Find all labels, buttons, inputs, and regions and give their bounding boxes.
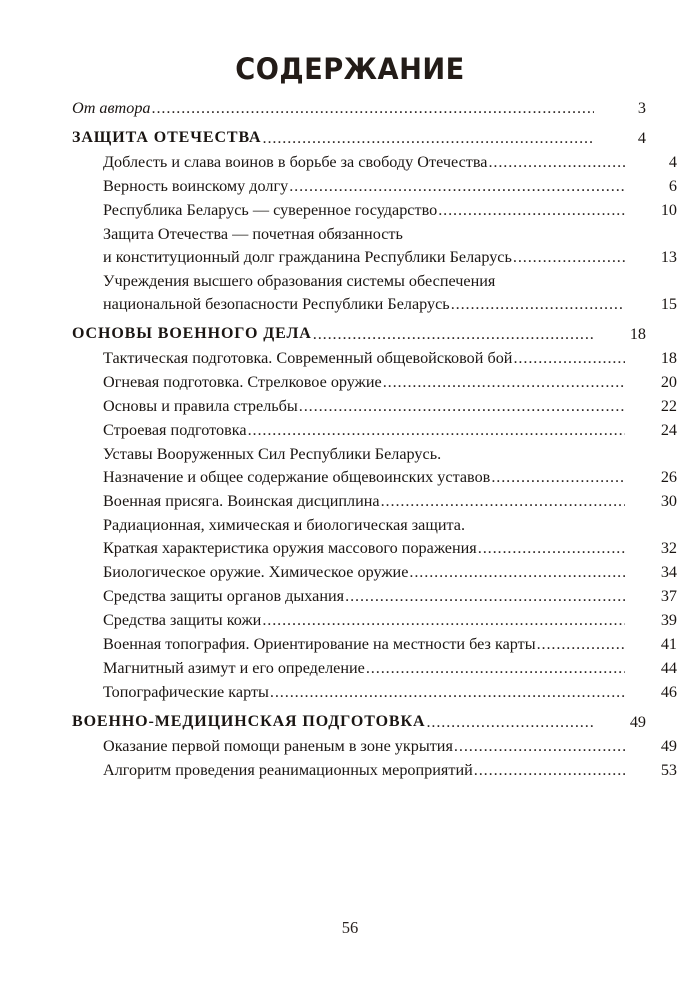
toc-entry-page-number: 13 (660, 248, 677, 266)
toc-entry-page-number: 49 (629, 713, 646, 731)
dot-leader (491, 466, 625, 488)
toc-entry-label-wrap (103, 490, 625, 512)
toc-entry[interactable] (72, 585, 677, 607)
toc-entry-label: От автора (72, 99, 151, 117)
toc-entry[interactable] (72, 175, 677, 197)
dot-leader (262, 609, 625, 631)
dot-leader (488, 151, 625, 173)
dot-leader (426, 711, 594, 733)
table-of-contents-list (72, 97, 677, 783)
toc-entry-label-wrap (103, 293, 625, 315)
toc-entry[interactable] (72, 609, 677, 631)
toc-entry[interactable] (72, 711, 646, 733)
toc-entry-label: Республика Беларусь — суверенное государство (103, 201, 438, 219)
toc-entry-label: Топографические карты (103, 683, 269, 701)
toc-entry-label: Средства защиты кожи (103, 611, 262, 629)
toc-entry[interactable] (72, 561, 677, 583)
toc-entry-page-number: 22 (660, 397, 677, 415)
dot-leader (299, 395, 625, 417)
toc-entry[interactable] (72, 759, 677, 781)
toc-entry[interactable] (72, 657, 677, 679)
dot-leader (313, 323, 594, 345)
dot-leader (381, 490, 625, 512)
toc-entry-label-wrap (103, 395, 625, 417)
dot-leader (345, 585, 625, 607)
toc-entry-label: Военная топография. Ориентирование на местности без карты (103, 635, 536, 653)
toc-entry-label: Строевая подготовка (103, 421, 247, 439)
toc-entry-second-line (103, 293, 677, 315)
toc-entry[interactable] (72, 323, 646, 345)
toc-entry-page-number: 26 (660, 468, 677, 486)
toc-entry[interactable] (72, 127, 646, 149)
toc-entry-page-number: 3 (637, 99, 646, 117)
toc-entry[interactable] (72, 633, 677, 655)
toc-entry-page-number: 15 (660, 295, 677, 313)
dot-leader (513, 246, 625, 268)
toc-entry[interactable] (72, 199, 677, 221)
toc-entry-label: Магнитный азимут и его определение (103, 659, 365, 677)
toc-entry-label: Доблесть и слава воинов в борьбе за свободу Отечества (103, 153, 488, 171)
toc-entry-page-number: 24 (660, 421, 677, 439)
dot-leader (478, 537, 625, 559)
toc-entry-label-wrap (103, 657, 625, 679)
toc-entry-label-wrap (103, 199, 625, 221)
toc-entry[interactable] (72, 371, 677, 393)
toc-entry-label-wrap (103, 735, 625, 757)
toc-entry[interactable] (72, 490, 677, 512)
toc-entry-label-wrap (103, 681, 625, 703)
toc-entry-label: Военная присяга. Воинская дисциплина (103, 492, 380, 510)
toc-entry-label: Верность воинскому долгу (103, 177, 289, 195)
toc-entry-label-wrap (103, 419, 625, 441)
dot-leader (152, 97, 594, 119)
toc-entry-label-line1: Защита Отечества — почетная обязанность (103, 225, 403, 243)
toc-entry-label: Огневая подготовка. Стрелковое оружие (103, 373, 382, 391)
toc-entry[interactable] (72, 681, 677, 703)
toc-entry[interactable] (72, 97, 646, 119)
dot-leader (289, 175, 625, 197)
dot-leader (513, 347, 625, 369)
toc-entry-label-line1: Радиационная, химическая и биологическая защита. (103, 516, 465, 534)
toc-entry-page-number: 39 (660, 611, 677, 629)
toc-entry-second-line (103, 537, 677, 559)
dot-leader (366, 657, 625, 679)
dot-leader (270, 681, 625, 703)
toc-entry[interactable] (72, 223, 677, 268)
toc-entry-page-number: 32 (660, 539, 677, 557)
toc-entry-label-wrap (103, 561, 625, 583)
toc-entry-label-wrap (103, 466, 625, 488)
toc-entry[interactable] (72, 514, 677, 559)
toc-entry-label-wrap (103, 537, 625, 559)
toc-entry-label: национальной безопасности Республики Беларусь (103, 295, 450, 313)
toc-entry-page-number: 10 (660, 201, 677, 219)
toc-entry-page-number: 34 (660, 563, 677, 581)
toc-entry-page-number: 20 (660, 373, 677, 391)
page-folio-number: 56 (341, 918, 359, 937)
toc-entry-label: ВОЕННО-МЕДИЦИНСКАЯ ПОДГОТОВКА (72, 713, 426, 730)
dot-leader (537, 633, 625, 655)
dot-leader (409, 561, 625, 583)
toc-entry-label-wrap (72, 711, 594, 733)
toc-entry-page-number: 37 (660, 587, 677, 605)
toc-entry-label: ОСНОВЫ ВОЕННОГО ДЕЛА (72, 325, 312, 342)
toc-entry-label-wrap (103, 246, 625, 268)
page-title: СОДЕРЖАНИЕ (235, 52, 465, 86)
toc-entry-label-wrap (103, 347, 625, 369)
toc-entry-page-number: 49 (660, 737, 677, 755)
toc-entry-page-number: 53 (660, 761, 677, 779)
toc-entry[interactable] (72, 151, 677, 173)
toc-entry-label: Биологическое оружие. Химическое оружие (103, 563, 409, 581)
toc-entry-label: Средства защиты органов дыхания (103, 587, 345, 605)
toc-entry-label: Алгоритм проведения реанимационных мероприятий (103, 761, 473, 779)
toc-entry-page-number: 4 (637, 129, 646, 147)
toc-entry-page-number: 6 (668, 177, 677, 195)
toc-entry-label-line1: Учреждения высшего образования системы обеспечения (103, 272, 496, 290)
dot-leader (383, 371, 625, 393)
toc-entry-page-number: 41 (660, 635, 677, 653)
dot-leader (451, 293, 625, 315)
toc-entry-label-wrap (103, 633, 625, 655)
dot-leader (248, 419, 625, 441)
toc-entry[interactable] (72, 395, 677, 417)
toc-entry[interactable] (72, 735, 677, 757)
toc-entry-label-wrap (103, 371, 625, 393)
toc-entry[interactable] (72, 443, 677, 488)
toc-entry-label-wrap (103, 609, 625, 631)
toc-entry-label-wrap (72, 127, 594, 149)
toc-entry-label: ЗАЩИТА ОТЕЧЕСТВА (72, 129, 262, 146)
dot-leader (263, 127, 595, 149)
toc-entry-label: и конституционный долг гражданина Республики Беларусь (103, 248, 512, 266)
toc-entry-label-wrap (72, 97, 594, 119)
toc-entry[interactable] (72, 419, 677, 441)
toc-entry[interactable] (72, 347, 677, 369)
toc-entry-label: Тактическая подготовка. Современный общевойсковой бой (103, 349, 513, 367)
toc-entry-label: Оказание первой помощи раненым в зоне укрытия (103, 737, 453, 755)
toc-entry-page-number: 18 (660, 349, 677, 367)
toc-entry-second-line (103, 466, 677, 488)
toc-entry-page-number: 44 (660, 659, 677, 677)
toc-entry-label-wrap (72, 323, 594, 345)
toc-entry-label: Назначение и общее содержание общевоинских уставов (103, 468, 491, 486)
toc-entry-page-number: 30 (660, 492, 677, 510)
toc-entry-label-wrap (103, 151, 625, 173)
toc-entry-label-wrap (103, 585, 625, 607)
toc-entry-label-wrap (103, 759, 625, 781)
toc-entry-page-number: 18 (629, 325, 646, 343)
toc-entry-label: Основы и правила стрельбы (103, 397, 298, 415)
toc-entry-label-line1: Уставы Вооруженных Сил Республики Беларусь. (103, 445, 442, 463)
toc-entry-second-line (103, 246, 677, 268)
toc-entry-label-wrap (103, 175, 625, 197)
toc-entry-label: Краткая характеристика оружия массового поражения (103, 539, 477, 557)
toc-entry-page-number: 4 (668, 153, 677, 171)
dot-leader (438, 199, 625, 221)
toc-entry-page-number: 46 (660, 683, 677, 701)
toc-entry[interactable] (72, 270, 677, 315)
dot-leader (474, 759, 625, 781)
dot-leader (454, 735, 625, 757)
